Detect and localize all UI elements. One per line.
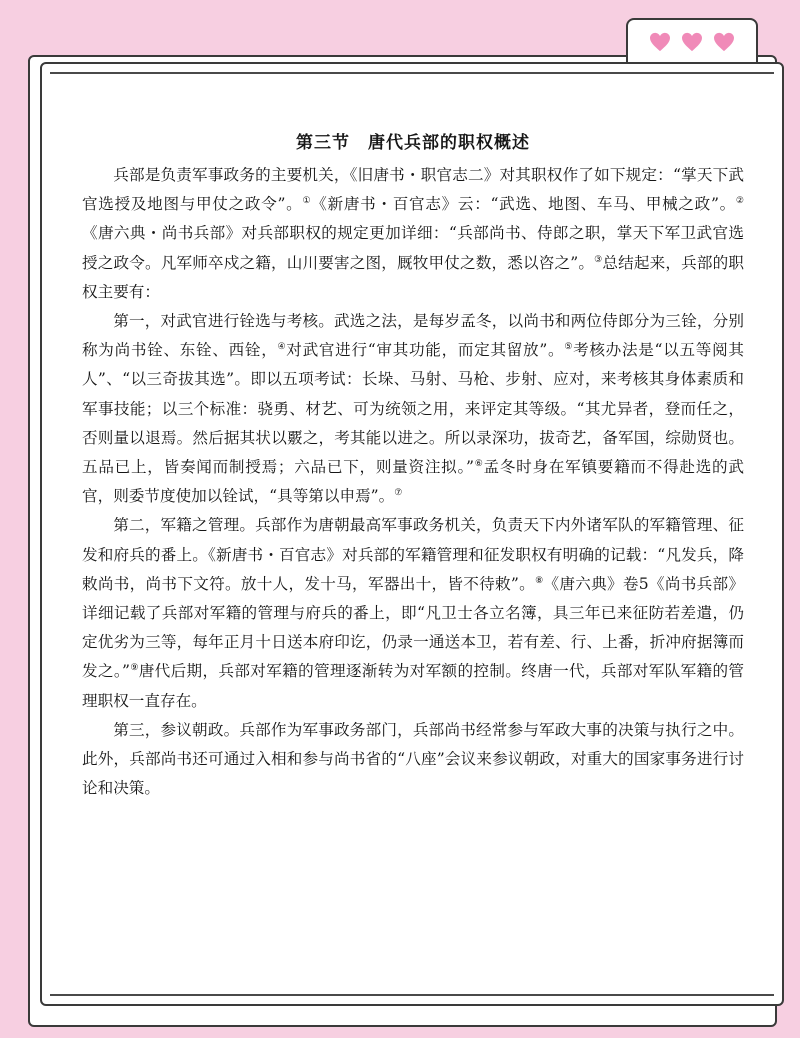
heart-icon (681, 32, 703, 52)
paragraph (82, 307, 744, 511)
paragraph-text: 第三，参议朝政。兵部作为军事政务部门，兵部尚书经常参与军政大事的决策与执行之中。此外，兵部尚书还可通过入相和参与尚书省的“八座”会议来参议朝政，对重大的国家事务进行讨论和决策。 (82, 720, 744, 798)
heart-icon (713, 32, 735, 52)
decor-tab (626, 18, 758, 64)
paragraph (82, 511, 744, 715)
paragraph-text: 第二，军籍之管理。兵部作为唐朝最高军事政务机关，负责天下内外诸军队的军籍管理、征发和府兵的番上。《新唐书・百官志》对兵部的军籍管理和征发职权有明确的记载：“凡发兵，降敕尚书，尚书下文符。放十人，发十马，军器出十，皆不待敕”。 (82, 516, 744, 593)
footnote-marker[interactable]: ⑨ (129, 663, 139, 674)
top-divider (50, 72, 774, 74)
paragraph-text: 唐代后期，兵部对军籍的管理逐渐转为对军额的控制。终唐一代，兵部对军队军籍的管理职权一直存在。 (82, 662, 744, 710)
paragraph-text: 孟冬时身在军镇要籍而不得赴选的武官，则委节度使加以铨试，“具等第以申焉”。 (82, 458, 744, 506)
paragraph-text: 对武官进行“审其功能，而定其留放”。 (286, 341, 565, 360)
bottom-divider (50, 994, 774, 996)
paragraph-list (82, 161, 744, 803)
footnote-marker[interactable]: ⑦ (394, 488, 403, 499)
page-sheet (40, 62, 784, 1006)
footnote-marker[interactable]: ① (302, 196, 312, 207)
footnote-marker[interactable]: ⑤ (564, 342, 574, 353)
footnote-marker[interactable]: ④ (277, 342, 287, 353)
footnote-marker[interactable]: ⑧ (535, 575, 544, 586)
paragraph-text: 《唐六典・尚书兵部》对兵部职权的规定更加详细：“兵部尚书、侍郎之职，掌天下军卫武官选授之政令。凡军师卒戍之籍，山川要害之图，厩牧甲仗之数，悉以咨之”。 (82, 224, 744, 272)
paragraph-text: 《唐六典》卷5《尚书兵部》详细记载了兵部对军籍的管理与府兵的番上，即“凡卫士各立名簿，具三年已来征防若差遣，仍定优劣为三等，每年正月十日送本府印讫，仍录一通送本卫，若有差、行、上番，折冲府据簿而发之。” (82, 574, 745, 681)
paragraph (82, 716, 744, 804)
document-body (82, 128, 744, 803)
section-heading (82, 128, 744, 153)
footnote-marker[interactable]: ⑥ (473, 459, 484, 470)
heart-icon (649, 32, 671, 52)
section-number: 第三节 (296, 133, 350, 153)
footnote-marker[interactable]: ③ (594, 254, 603, 265)
section-title: 唐代兵部的职权概述 (368, 133, 530, 153)
paragraph-text: 《新唐书・百官志》云：“武选、地图、车马、甲械之政”。 (311, 195, 736, 214)
paragraph-text: 总结起来，兵部的职权主要有： (82, 253, 744, 301)
paragraph-text: 考核办法是“以五等阅其人”、“以三奇拔其选”。即以五项考试：长垛、马射、马枪、步射、应对，来考核其身体素质和军事技能；以三个标准：骁勇、材艺、可为统领之用，来评定其等级。“其尤异者，登而任之，否则量以退焉。然后据其状以覈之，考其能以进之。所以录深功，拔奇艺，备军国，综勋贤也。五品已上，皆奏闻而制授焉；六品已下，则量资注拟。” (82, 341, 744, 477)
footnote-marker[interactable]: ② (735, 196, 744, 207)
paragraph (82, 161, 744, 307)
paragraph-text: 第一，对武官进行铨选与考核。武选之法，是每岁孟冬，以尚书和两位侍郎分为三铨，分别称为尚书铨、东铨、西铨， (82, 312, 744, 360)
paragraph-text: 兵部是负责军事政务的主要机关，《旧唐书・职官志二》对其职权作了如下规定：“掌天下武官选授及地图与甲仗之政令”。 (82, 166, 744, 214)
